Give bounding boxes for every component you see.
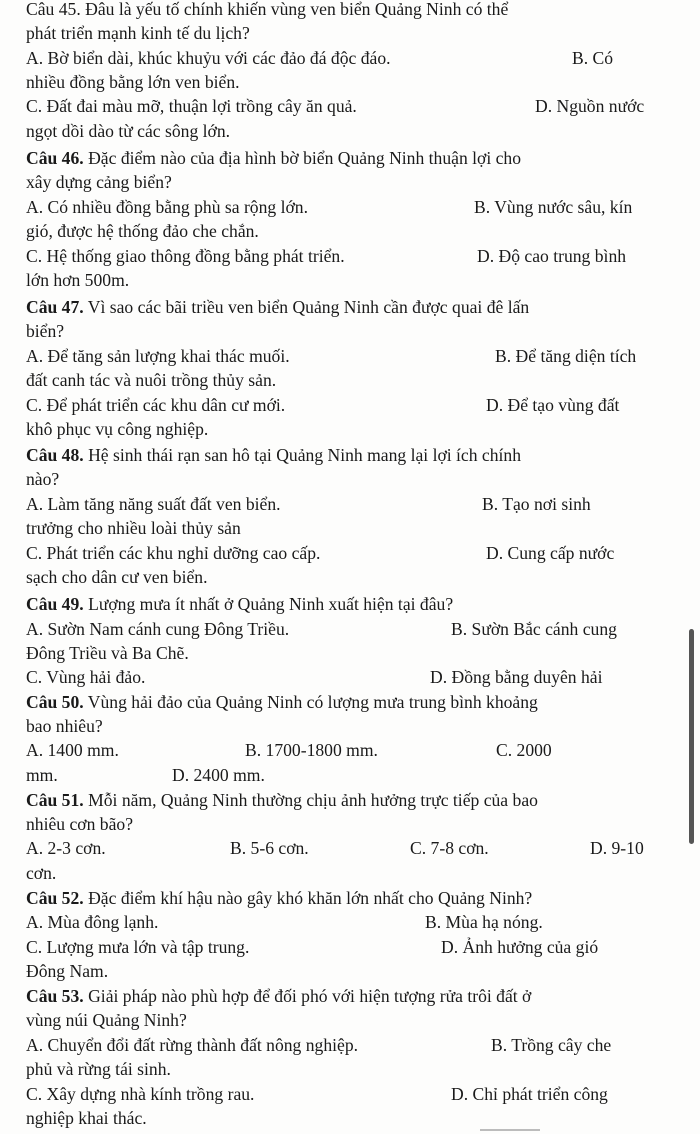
question-47-number: Câu 47. xyxy=(26,297,84,317)
question-48-stem-line-1 xyxy=(0,443,700,468)
question-48-number: Câu 48. xyxy=(26,445,84,465)
option-line: gió, được hệ thống đảo che chắn. xyxy=(26,221,259,241)
option-line xyxy=(0,617,700,642)
option-a: A. 1400 mm. xyxy=(26,740,119,760)
option-d: D. Độ cao trung bình xyxy=(477,246,627,266)
option-line: nhiều đồng bằng lớn ven biển. xyxy=(26,72,240,92)
question-51-stem-line-2: nhiêu cơn bão? xyxy=(26,814,134,834)
option-line: đất canh tác và nuôi trồng thủy sản. xyxy=(26,370,277,390)
option-a: A. Sườn Nam cánh cung Đông Triều. xyxy=(26,619,290,639)
option-line xyxy=(0,46,700,71)
question-50-stem-line-2: bao nhiêu? xyxy=(26,716,103,736)
question-46-stem-text: Đặc điểm nào của địa hình bờ biển Quảng Ninh thuận lợi cho xyxy=(88,148,522,168)
option-line xyxy=(0,665,700,690)
option-a: A. Có nhiều đồng bằng phù sa rộng lớn. xyxy=(26,197,308,217)
option-b: B. Để tăng diện tích xyxy=(495,346,637,366)
question-47-stem-line-2: biển? xyxy=(26,321,65,341)
question-46-stem-line-2: xây dựng cảng biển? xyxy=(26,172,172,192)
option-line: nghiệp khai thác. xyxy=(26,1108,147,1128)
option-b: B. Có xyxy=(572,48,614,68)
option-a: A. Để tăng sản lượng khai thác muối. xyxy=(26,346,290,366)
question-52-number: Câu 52. xyxy=(26,888,84,908)
question-51-stem-line-1 xyxy=(0,788,700,813)
option-b: B. Tạo nơi sinh xyxy=(482,494,591,514)
option-line: khô phục vụ công nghiệp. xyxy=(26,419,209,439)
option-c: C. Đất đai màu mỡ, thuận lợi trồng cây ăn quả. xyxy=(26,96,357,116)
question-53-stem-text: Giải pháp nào phù hợp để đối phó với hiện tượng rửa trôi đất ở xyxy=(88,986,532,1006)
option-c: C. Phát triển các khu nghỉ dưỡng cao cấp. xyxy=(26,543,321,563)
option-a: A. 2-3 cơn. xyxy=(26,838,106,858)
question-52-stem-text: Đặc điểm khí hậu nào gây khó khăn lớn nhất cho Quảng Ninh? xyxy=(88,888,533,908)
question-53-number: Câu 53. xyxy=(26,986,84,1006)
question-47-stem-line-1 xyxy=(0,295,700,320)
question-50-number: Câu 50. xyxy=(26,692,84,712)
question-45-stem-line-2: phát triển mạnh kinh tế du lịch? xyxy=(26,23,250,43)
option-line xyxy=(0,738,700,763)
option-line: Đông Nam. xyxy=(26,961,109,981)
option-d: D. 9-10 xyxy=(590,838,644,858)
option-c: C. 7-8 cơn. xyxy=(410,838,489,858)
option-line xyxy=(0,492,700,517)
question-46-number: Câu 46. xyxy=(26,148,84,168)
question-51-number: Câu 51. xyxy=(26,790,84,810)
option-line xyxy=(0,94,700,119)
option-a: A. Bờ biển dài, khúc khuỷu với các đảo đá độc đáo. xyxy=(26,48,391,68)
question-50-stem-line-1 xyxy=(0,690,700,715)
question-49-stem-text: Lượng mưa ít nhất ở Quảng Ninh xuất hiện tại đâu? xyxy=(88,594,454,614)
option-a: A. Mùa đông lạnh. xyxy=(26,912,159,932)
question-47-stem-text: Vì sao các bãi triều ven biển Quảng Ninh cần được quai đê lấn xyxy=(87,297,530,317)
vertical-scrollbar[interactable] xyxy=(689,629,694,844)
option-d: D. Chỉ phát triển công xyxy=(451,1084,608,1104)
option-a: A. Làm tăng năng suất đất ven biển. xyxy=(26,494,281,514)
option-line xyxy=(0,244,700,269)
bottom-edge-mark xyxy=(480,1129,540,1131)
question-48-stem-line-2: nào? xyxy=(26,469,60,489)
option-line: mm. D. 2400 mm. xyxy=(0,763,700,788)
option-c: C. 2000 xyxy=(496,740,552,760)
option-line xyxy=(0,1033,700,1058)
option-d: D. Ảnh hưởng của gió xyxy=(441,937,599,957)
question-50-stem-text: Vùng hải đảo của Quảng Ninh có lượng mưa trung bình khoảng xyxy=(87,692,538,712)
option-line xyxy=(0,344,700,369)
option-line: lớn hơn 500m. xyxy=(26,270,130,290)
option-line xyxy=(0,393,700,418)
option-line: Đông Triều và Ba Chẽ. xyxy=(26,643,189,663)
question-52-stem-line-1 xyxy=(0,886,700,911)
option-c: C. Để phát triển các khu dân cư mới. xyxy=(26,395,286,415)
option-c: C. Hệ thống giao thông đồng bằng phát triển. xyxy=(26,246,345,266)
option-line xyxy=(0,1082,700,1107)
option-c: C. Lượng mưa lớn và tập trung. xyxy=(26,937,250,957)
option-line: cơn. xyxy=(26,863,57,883)
option-d: D. Cung cấp nước xyxy=(486,543,615,563)
question-49-number: Câu 49. xyxy=(26,594,84,614)
option-line xyxy=(0,195,700,220)
option-line xyxy=(0,910,700,935)
option-b: B. 1700-1800 mm. xyxy=(245,740,378,760)
option-line xyxy=(0,935,700,960)
option-line xyxy=(0,836,700,861)
option-b: B. Vùng nước sâu, kín xyxy=(474,197,633,217)
option-c: C. Xây dựng nhà kính trồng rau. xyxy=(26,1084,255,1104)
option-line: ngọt dồi dào từ các sông lớn. xyxy=(26,121,231,141)
question-46-stem-line-1 xyxy=(0,146,700,171)
question-49-stem-line-1 xyxy=(0,592,700,617)
option-d: D. 2400 mm. xyxy=(172,765,265,785)
option-b: B. Mùa hạ nóng. xyxy=(425,912,543,932)
option-line: phủ và rừng tái sinh. xyxy=(26,1059,171,1079)
question-53-stem-line-1 xyxy=(0,984,700,1009)
option-b: B. Trồng cây che xyxy=(491,1035,612,1055)
option-line: sạch cho dân cư ven biển. xyxy=(26,567,208,587)
option-d: D. Nguồn nước xyxy=(535,96,645,116)
question-45-stem-text: Câu 45. Đâu là yếu tố chính khiến vùng ven biển Quảng Ninh có thể xyxy=(26,0,509,19)
question-45-stem-line-1 xyxy=(0,0,700,22)
option-line xyxy=(0,541,700,566)
option-d: D. Đồng bằng duyên hải xyxy=(430,667,603,687)
option-a: A. Chuyển đổi đất rừng thành đất nông nghiệp. xyxy=(26,1035,359,1055)
option-line: trưởng cho nhiều loài thủy sản xyxy=(26,518,241,538)
question-51-stem-text: Mỗi năm, Quảng Ninh thường chịu ảnh hưởng trực tiếp của bao xyxy=(88,790,538,810)
option-c: C. Vùng hải đảo. xyxy=(26,667,146,687)
question-48-stem-text: Hệ sinh thái rạn san hô tại Quảng Ninh mang lại lợi ích chính xyxy=(88,445,522,465)
option-d: D. Để tạo vùng đất xyxy=(486,395,620,415)
question-53-stem-line-2: vùng núi Quảng Ninh? xyxy=(26,1010,187,1030)
option-b: B. Sườn Bắc cánh cung xyxy=(451,619,617,639)
option-b: B. 5-6 cơn. xyxy=(230,838,309,858)
